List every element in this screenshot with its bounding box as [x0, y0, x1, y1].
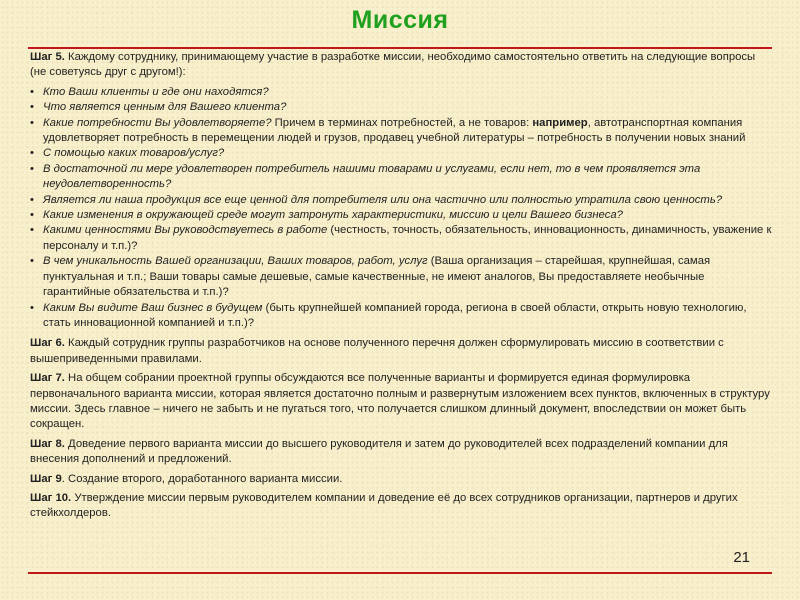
bullet-icon: • [30, 116, 34, 129]
list-item [30, 85, 774, 100]
list-item [30, 301, 774, 332]
title-divider [28, 47, 772, 49]
slide-content [30, 50, 774, 526]
step-text: . Создание второго, доработанного варианта миссии. [61, 472, 343, 485]
step-label: Шаг 9 [30, 472, 62, 485]
question-note-tail: , автотранспортная компания удовлетворяет потребность в перемещении людей и грузов, продавец учебной литературы – потребность в получении новых знаний [43, 116, 746, 145]
list-item [30, 208, 774, 223]
question-text: Какими ценностями Вы руководствуетесь в работе [43, 224, 328, 237]
step-label: Шаг 10. [30, 491, 72, 504]
step-text: Утверждение миссии первым руководителем компании и доведение её до всех сотрудников организации, партнеров и других стейкхолдеров. [30, 491, 738, 520]
step-text: На общем собрании проектной группы обсуждаются все полученные варианты и формируется единая формулировка первоначального варианта миссии, которая является достаточно полным и развернутым изложением всех пунктов, включенных в структуру миссии. Здесь главное – ничего не забыть и не пугаться того, что получается слишком длинный документ, впоследствии он может быть сокращен. [30, 372, 770, 431]
page-number: 21 [733, 549, 750, 566]
step-text: Каждому сотруднику, принимающему участие в разработке миссии, необходимо самостоятельно ответить на следующие вопросы (не советуясь друг с другом!): [30, 51, 756, 79]
bullet-icon: • [30, 147, 34, 160]
step-8-paragraph [30, 437, 774, 468]
list-item [30, 223, 774, 254]
question-text: Какие изменения в окружающей среде могут затронуть характеристики, миссию и цели Вашего бизнеса? [43, 209, 623, 222]
bullet-icon: • [30, 193, 34, 206]
list-item [30, 193, 774, 208]
bullet-icon: • [30, 224, 34, 237]
question-note: (Ваша организация – старейшая, крупнейшая, самая пунктуальная и т.п.; Ваши товары самые дешевые, самые качественные, не имеют аналогов, Вы предоставляете необычные гарантийные обязательства и т.п.)? [43, 255, 711, 299]
list-item [30, 116, 774, 147]
question-text: Кто Ваши клиенты и где они находятся? [43, 85, 269, 98]
question-text: Какие потребности Вы удовлетворяете? [43, 116, 272, 129]
bullet-icon: • [30, 162, 34, 175]
list-item [30, 254, 774, 300]
question-list [30, 85, 774, 332]
step-text: Каждый сотрудник группы разработчиков на основе полученного перечня должен сформулировать миссию в соответствии с вышеприведенными правилами. [30, 337, 724, 365]
step-7-paragraph [30, 371, 774, 433]
step-label: Шаг 8. [30, 437, 65, 450]
question-note: (честность, точность, обязательность, инновационность, динамичность, уважение к персоналу и т.п.)? [43, 224, 772, 252]
step-5-paragraph [30, 50, 774, 81]
list-item [30, 146, 774, 161]
bullet-icon: • [30, 101, 34, 114]
list-item [30, 100, 774, 115]
step-label: Шаг 7. [30, 372, 65, 385]
question-note: (быть крупнейшей компанией города, региона в своей области, открыть новую технологию, стать инновационной компанией и т.п.)? [43, 301, 747, 329]
step-label: Шаг 6. [30, 337, 65, 350]
question-text: Является ли наша продукция все еще ценной для потребителя или она частично или полностью утратила свою ценность? [43, 193, 723, 206]
question-text: Каким Вы видите Ваш бизнес в будущем [43, 301, 263, 314]
slide-title: Миссия [351, 6, 449, 34]
question-text: С помощью каких товаров/услуг? [43, 147, 225, 160]
list-item [30, 162, 774, 193]
bullet-icon: • [30, 255, 34, 268]
footer-divider [28, 572, 772, 574]
question-emphasis: например [532, 116, 588, 129]
question-text: Что является ценным для Вашего клиента? [43, 101, 287, 114]
step-6-paragraph [30, 336, 774, 367]
step-10-paragraph [30, 491, 774, 522]
step-9-paragraph [30, 472, 774, 487]
question-text: В чем уникальность Вашей организации, Ваших товаров, работ, услуг [43, 255, 428, 268]
bullet-icon: • [30, 301, 34, 314]
question-note: Причем в терминах потребностей, а не товаров: [271, 116, 533, 129]
step-text: Доведение первого варианта миссии до высшего руководителя и затем до руководителей всех подразделений компании для внесения дополнений и предложений. [30, 437, 728, 466]
question-text: В достаточной ли мере удовлетворен потребитель нашими товарами и услугами, если нет, то в чем проявляется эта неудовлетворенность? [43, 162, 701, 191]
bullet-icon: • [30, 85, 34, 98]
bullet-icon: • [30, 209, 34, 222]
step-label: Шаг 5. [30, 51, 65, 63]
